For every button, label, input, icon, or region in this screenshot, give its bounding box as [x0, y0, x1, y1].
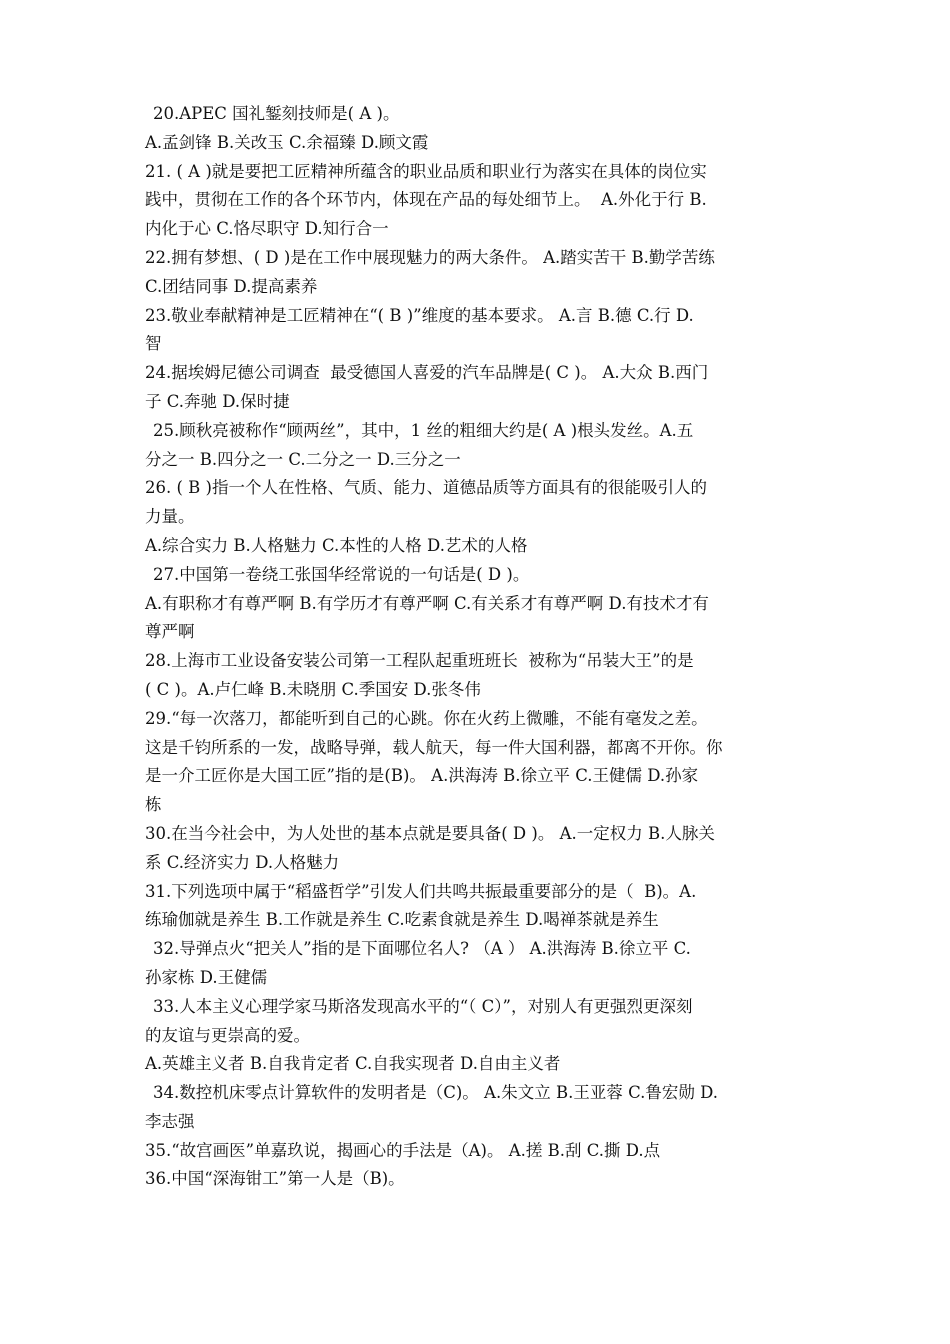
text-line: 29.“每一次落刀，都能听到自己的心跳。你在火药上微雕，不能有毫发之差。: [145, 708, 708, 728]
text-line: 练瑜伽就是养生 B.工作就是养生 C.吃素食就是养生 D.喝禅茶就是养生: [145, 910, 659, 930]
text-line: 尊严啊: [145, 622, 195, 642]
text-line: 26. ( B )指一个人在性格、气质、能力、道德品质等方面具有的很能吸引人的: [145, 478, 707, 498]
text-line: ( C )。A.卢仁峰 B.未晓朋 C.季国安 D.张冬伟: [145, 679, 481, 699]
text-line: 33.人本主义心理学家马斯洛发现高水平的“（ C）”，对别人有更强烈更深刻: [153, 996, 693, 1016]
text-line: 25.顾秋亮被称作“顾两丝”，其中，1 丝的粗细大约是( A )根头发丝。A.五: [153, 420, 694, 440]
text-line: 智: [145, 334, 162, 354]
text-line: 35.“故宫画医”单嘉玖说，揭画心的手法是（A)。 A.搓 B.刮 C.撕 D.点: [145, 1140, 661, 1160]
text-line: 27.中国第一卷绕工张国华经常说的一句话是( D )。: [153, 564, 530, 584]
text-line: 这是千钧所系的一发，战略导弹，载人航天，每一件大国利器，都离不开你。你: [145, 737, 723, 757]
text-line: 内化于心 C.恪尽职守 D.知行合一: [145, 219, 389, 239]
text-line: 31.下列选项中属于“稻盛哲学”引发人们共鸣共振最重要部分的是（ B)。A.: [145, 881, 697, 901]
text-line: 22.拥有梦想、( D )是在工作中展现魅力的两大条件。 A.踏实苦干 B.勤学苦练: [145, 247, 715, 267]
text-line: 34.数控机床零点计算软件的发明者是（C)。 A.朱文立 B.王亚蓉 C.鲁宏勋 D.: [153, 1083, 718, 1103]
text-line: A.有职称才有尊严啊 B.有学历才有尊严啊 C.有关系才有尊严啊 D.有技术才有: [145, 593, 709, 613]
text-line: A.综合实力 B.人格魅力 C.本性的人格 D.艺术的人格: [145, 535, 528, 555]
text-line: 32.导弹点火“把关人”指的是下面哪位名人? （A ） A.洪海涛 B.徐立平 C.: [153, 939, 691, 959]
text-line: 23.敬业奉献精神是工匠精神在“( B )”维度的基本要求。 A.言 B.德 C.行 D.: [145, 305, 694, 325]
text-line: A.孟剑锋 B.关改玉 C.余福臻 D.顾文霞: [145, 132, 429, 152]
text-line: 分之一 B.四分之一 C.二分之一 D.三分之一: [145, 449, 461, 469]
text-line: 践中，贯彻在工作的各个环节内，体现在产品的每处细节上。 A.外化于行 B.: [145, 190, 707, 210]
text-line: 20.APEC 国礼錾刻技师是( A )。: [153, 104, 400, 123]
text-line: 李志强: [145, 1111, 195, 1131]
text-line: A.英雄主义者 B.自我肯定者 C.自我实现者 D.自由主义者: [145, 1054, 561, 1074]
text-line: 24.据埃姆尼德公司调查 最受德国人喜爱的汽车品牌是( C )。 A.大众 B.西门: [145, 363, 709, 383]
text-line: C.团结同事 D.提高素养: [145, 276, 318, 296]
text-line: 系 C.经济实力 D.人格魅力: [145, 852, 340, 872]
text-line: 28.上海市工业设备安装公司第一工程队起重班班长 被称为“吊装大王”的是: [145, 651, 694, 671]
text-line: 力量。: [145, 507, 195, 527]
text-line: 是一介工匠你是大国工匠”指的是(B)。 A.洪海涛 B.徐立平 C.王健儒 D.孙家: [145, 766, 699, 786]
text-line: 36.中国“深海钳工”第一人是（B)。: [145, 1169, 405, 1189]
text-line: 孙家栋 D.王健儒: [145, 967, 268, 987]
text-line: 30.在当今社会中，为人处世的基本点就是要具备( D )。 A.一定权力 B.人脉关: [145, 823, 715, 843]
text-line: 的友谊与更崇高的爱。: [145, 1025, 310, 1045]
text-line: 栋: [145, 795, 162, 815]
text-line: 子 C.奔驰 D.保时捷: [145, 391, 290, 411]
document-body: [145, 100, 810, 1194]
text-line: 21. ( A )就是要把工匠精神所蕴含的职业品质和职业行为落实在具体的岗位实: [145, 161, 707, 181]
